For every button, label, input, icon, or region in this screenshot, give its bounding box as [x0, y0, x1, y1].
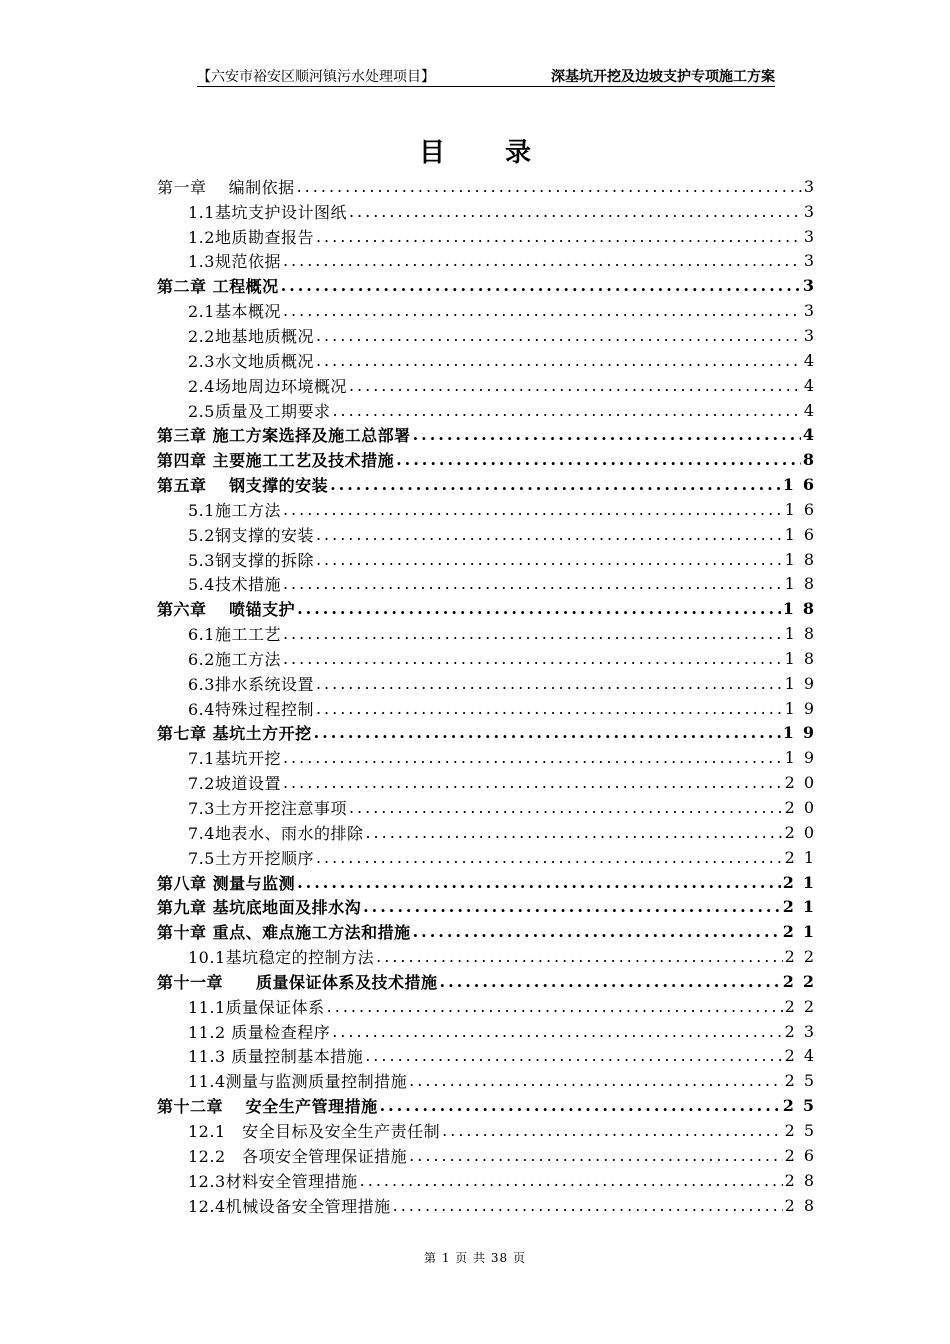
toc-leader-dots [349, 202, 802, 221]
toc-entry-label: 第六章 喷锚支护 [157, 600, 296, 620]
toc-leader-dots [283, 748, 783, 767]
toc-entry-label: 第十章 重点、难点施工方法和措施 [157, 923, 411, 943]
toc-entry-page-number: 3 [803, 226, 823, 246]
toc-entry-page-number: 18 [782, 599, 823, 619]
toc-entry-label: 6.1施工工艺 [188, 625, 281, 645]
toc-leader-dots [349, 798, 783, 817]
toc-entry-page-number: 19 [784, 748, 823, 768]
toc-section-entry[interactable] [157, 1193, 823, 1218]
toc-entry-page-number: 16 [782, 475, 823, 495]
toc-section-entry[interactable] [157, 373, 823, 398]
toc-entry-label: 2.2地基地质概况 [188, 326, 314, 346]
toc-leader-dots [281, 276, 801, 295]
toc-chapter-entry[interactable] [157, 870, 823, 895]
toc-chapter-entry[interactable] [157, 894, 823, 919]
toc-entry-page-number: 8 [802, 450, 823, 470]
toc-section-entry[interactable] [157, 497, 823, 522]
toc-entry-label: 第十一章 质量保证体系及技术措施 [157, 972, 438, 992]
toc-chapter-entry[interactable] [157, 273, 823, 298]
toc-entry-page-number: 22 [784, 996, 823, 1016]
toc-section-entry[interactable] [157, 323, 823, 348]
toc-entry-label: 第二章 工程概况 [157, 277, 279, 297]
toc-entry-label: 第十二章 安全生产管理措施 [157, 1097, 378, 1117]
toc-section-entry[interactable] [157, 1068, 823, 1093]
toc-leader-dots [330, 475, 781, 494]
toc-entry-label: 7.1基坑开挖 [188, 749, 281, 769]
toc-leader-dots [283, 251, 802, 270]
toc-entry-page-number: 23 [784, 1021, 823, 1041]
toc-leader-dots [332, 401, 801, 420]
toc-entry-page-number: 28 [784, 1170, 823, 1190]
toc-leader-dots [380, 1096, 781, 1115]
toc-section-entry[interactable] [157, 398, 823, 423]
toc-entry-page-number: 21 [782, 872, 823, 892]
toc-entry-page-number: 3 [803, 201, 823, 221]
toc-leader-dots [413, 425, 801, 444]
toc-leader-dots [283, 500, 783, 519]
toc-entry-page-number: 22 [782, 971, 823, 991]
toc-chapter-entry[interactable] [157, 447, 823, 472]
toc-chapter-entry[interactable] [157, 472, 823, 497]
toc-leader-dots [316, 326, 802, 345]
toc-entry-label: 12.4机械设备安全管理措施 [188, 1196, 391, 1216]
toc-leader-dots [316, 674, 783, 693]
toc-entry-page-number: 3 [803, 251, 823, 271]
toc-entry-page-number: 21 [782, 897, 823, 917]
toc-entry-page-number: 4 [803, 375, 823, 395]
toc-section-entry[interactable] [157, 1118, 823, 1143]
toc-section-entry[interactable] [157, 572, 823, 597]
toc-section-entry[interactable] [157, 944, 823, 969]
toc-section-entry[interactable] [157, 994, 823, 1019]
toc-entry-label: 1.1基坑支护设计图纸 [188, 202, 347, 222]
toc-section-entry[interactable] [157, 820, 823, 845]
toc-entry-label: 6.4特殊过程控制 [188, 699, 314, 719]
toc-leader-dots [409, 1071, 783, 1090]
toc-entry-label: 11.3 质量控制基本措施 [188, 1047, 364, 1067]
toc-leader-dots [297, 873, 781, 892]
toc-entry-page-number: 18 [784, 574, 823, 594]
toc-entry-page-number: 20 [784, 798, 823, 818]
toc-chapter-entry[interactable] [157, 422, 823, 447]
toc-title: 目录 [418, 138, 591, 168]
toc-entry-label: 5.3钢支撑的拆除 [188, 550, 314, 570]
toc-entry-page-number: 4 [803, 350, 823, 370]
toc-leader-dots [376, 947, 783, 966]
toc-entry-label: 6.3排水系统设置 [188, 674, 314, 694]
toc-leader-dots [283, 624, 783, 643]
toc-leader-dots [363, 897, 781, 916]
toc-entry-page-number: 25 [784, 1120, 823, 1140]
toc-entry-label: 11.1质量保证体系 [188, 997, 325, 1017]
toc-entry-label: 12.3材料安全管理措施 [188, 1171, 358, 1191]
toc-entry-page-number: 19 [782, 723, 823, 743]
toc-section-entry[interactable] [157, 845, 823, 870]
toc-section-entry[interactable] [157, 1044, 823, 1069]
toc-section-entry[interactable] [157, 522, 823, 547]
toc-leader-dots [314, 723, 781, 742]
toc-leader-dots [365, 1046, 782, 1065]
toc-entry-page-number: 16 [784, 524, 823, 544]
toc-entry-page-number: 16 [784, 499, 823, 519]
toc-leader-dots [332, 1022, 782, 1041]
toc-section-entry[interactable] [157, 671, 823, 696]
toc-entry-label: 1.3规范依据 [188, 252, 281, 272]
toc-entry-page-number: 19 [784, 698, 823, 718]
toc-entry-label: 10.1基坑稳定的控制方法 [188, 948, 375, 968]
toc-entry-page-number: 24 [784, 1046, 823, 1066]
toc-section-entry[interactable] [157, 249, 823, 274]
toc-leader-dots [283, 574, 783, 593]
toc-section-entry[interactable] [157, 646, 823, 671]
toc-entry-label: 5.1施工方法 [188, 500, 281, 520]
header-project-name: 【六安市裕安区顺河镇污水处理项目】 [197, 69, 435, 85]
toc-leader-dots [316, 525, 783, 544]
toc-section-entry[interactable] [157, 745, 823, 770]
toc-leader-dots [316, 227, 802, 246]
toc-entry-label: 12.2 各项安全管理保证措施 [188, 1146, 408, 1166]
toc-entry-page-number: 3 [802, 276, 823, 296]
toc-entry-label: 5.4技术措施 [188, 575, 281, 595]
toc-entry-label: 第一章 编制依据 [157, 177, 295, 197]
toc-leader-dots [297, 599, 781, 618]
toc-leader-dots [360, 1171, 783, 1190]
page-footer: 第 1 页 共 38 页 [424, 1251, 526, 1265]
toc-entry-page-number: 22 [784, 947, 823, 967]
toc-section-entry[interactable] [157, 547, 823, 572]
toc-chapter-entry[interactable] [157, 919, 823, 944]
toc-chapter-entry[interactable] [157, 174, 823, 199]
toc-leader-dots [349, 376, 802, 395]
toc-leader-dots [316, 848, 783, 867]
toc-section-entry[interactable] [157, 298, 823, 323]
header-document-title: 深基坑开挖及边坡支护专项施工方案 [551, 69, 775, 85]
toc-leader-dots [442, 1121, 783, 1140]
toc-leader-dots [440, 972, 781, 991]
toc-leader-dots [409, 1146, 783, 1165]
toc-section-entry[interactable] [157, 199, 823, 224]
toc-entry-label: 2.1基本概况 [188, 302, 281, 322]
toc-leader-dots [283, 649, 783, 668]
toc-section-entry[interactable] [157, 1143, 823, 1168]
toc-entry-page-number: 21 [782, 922, 823, 942]
toc-entry-page-number: 20 [784, 773, 823, 793]
toc-entry-label: 1.2地质勘查报告 [188, 227, 314, 247]
toc-leader-dots [393, 1196, 783, 1215]
toc-leader-dots [283, 773, 783, 792]
toc-leader-dots [283, 301, 802, 320]
toc-leader-dots [297, 177, 802, 196]
toc-entry-label: 2.4场地周边环境概况 [188, 376, 347, 396]
toc-entry-page-number: 21 [784, 847, 823, 867]
toc-chapter-entry[interactable] [157, 969, 823, 994]
toc-entry-label: 第八章 测量与监测 [157, 873, 296, 893]
toc-entry-label: 第五章 钢支撑的安装 [157, 476, 329, 496]
toc-entry-label: 2.3水文地质概况 [188, 351, 314, 371]
toc-entry-page-number: 18 [784, 648, 823, 668]
toc-entry-page-number: 28 [784, 1195, 823, 1215]
toc-entry-label: 7.2坡道设置 [188, 774, 281, 794]
toc-section-entry[interactable] [157, 1168, 823, 1193]
toc-entry-page-number: 25 [784, 1071, 823, 1091]
toc-entry-page-number: 4 [803, 400, 823, 420]
toc-entry-page-number: 26 [784, 1145, 823, 1165]
toc-section-entry[interactable] [157, 770, 823, 795]
toc-entry-page-number: 3 [803, 325, 823, 345]
toc-entry-label: 12.1 安全目标及安全生产责任制 [188, 1121, 441, 1141]
toc-leader-dots [413, 922, 781, 941]
toc-leader-dots [316, 550, 783, 569]
toc-entry-label: 5.2钢支撑的安装 [188, 525, 314, 545]
toc-section-entry[interactable] [157, 621, 823, 646]
toc-entry-label: 6.2施工方法 [188, 649, 281, 669]
toc-entry-label: 第四章 主要施工工艺及技术措施 [157, 451, 395, 471]
toc-entry-label: 7.3土方开挖注意事项 [188, 799, 347, 819]
toc-entry-page-number: 20 [784, 822, 823, 842]
toc-chapter-entry[interactable] [157, 596, 823, 621]
toc-section-entry[interactable] [157, 224, 823, 249]
toc-entry-page-number: 3 [803, 301, 823, 321]
toc-entry-page-number: 19 [784, 673, 823, 693]
toc-entry-label: 第七章 基坑土方开挖 [157, 724, 312, 744]
toc-leader-dots [316, 699, 783, 718]
toc-entry-label: 2.5质量及工期要求 [188, 401, 331, 421]
toc-entry-page-number: 3 [803, 176, 823, 196]
toc-entry-label: 第九章 基坑底地面及排水沟 [157, 898, 362, 918]
toc-entry-label: 第三章 施工方案选择及施工总部署 [157, 426, 411, 446]
toc-leader-dots [365, 823, 782, 842]
toc-section-entry[interactable] [157, 348, 823, 373]
toc-section-entry[interactable] [157, 795, 823, 820]
toc-chapter-entry[interactable] [157, 1093, 823, 1118]
toc-section-entry[interactable] [157, 696, 823, 721]
toc-entry-label: 11.2 质量检查程序 [188, 1022, 331, 1042]
toc-entry-page-number: 4 [802, 425, 823, 445]
toc-entry-page-number: 18 [784, 624, 823, 644]
toc-entry-page-number: 25 [782, 1096, 823, 1116]
toc-entry-page-number: 18 [784, 549, 823, 569]
toc-leader-dots [327, 997, 783, 1016]
toc-chapter-entry[interactable] [157, 721, 823, 746]
toc-entry-label: 11.4测量与监测质量控制措施 [188, 1072, 408, 1092]
toc-leader-dots [316, 351, 802, 370]
table-of-contents [157, 174, 823, 1217]
toc-leader-dots [396, 450, 801, 469]
toc-section-entry[interactable] [157, 1019, 823, 1044]
toc-entry-label: 7.4地表水、雨水的排除 [188, 823, 364, 843]
page-header [197, 62, 775, 87]
toc-entry-label: 7.5土方开挖顺序 [188, 848, 314, 868]
